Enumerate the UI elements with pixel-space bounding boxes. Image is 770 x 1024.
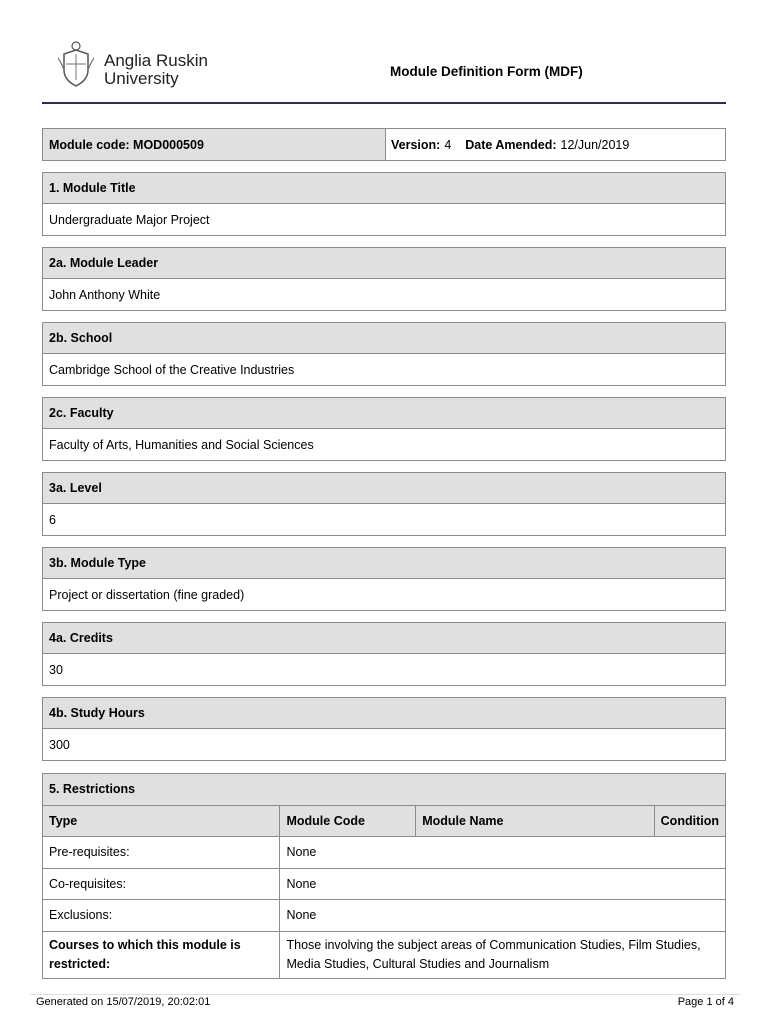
- page-number: Page 1 of 4: [677, 996, 734, 1008]
- table-header-row: [43, 805, 726, 837]
- section-credits: [42, 622, 726, 686]
- restrictions-heading: 5. Restrictions: [43, 774, 726, 806]
- generated-timestamp: Generated on 15/07/2019, 20:02:01: [36, 996, 211, 1008]
- section-study-hours: [42, 697, 726, 761]
- section-value: Faculty of Arts, Humanities and Social Sciences: [43, 429, 725, 460]
- section-value: 6: [43, 504, 725, 535]
- table-row: [43, 837, 726, 869]
- version-label: Version:: [391, 137, 441, 152]
- footer-divider: [30, 994, 740, 995]
- table-row: [43, 900, 726, 932]
- section-faculty: [42, 397, 726, 461]
- date-amended-value: 12/Jun/2019: [560, 137, 630, 152]
- section-heading: 3b. Module Type: [43, 548, 725, 579]
- restrictions-table: [42, 773, 726, 979]
- column-header-type: Type: [43, 805, 280, 837]
- restriction-type: Pre-requisites:: [43, 837, 280, 869]
- section-module-leader: [42, 247, 726, 311]
- section-heading: 2b. School: [43, 323, 725, 354]
- section-value: 30: [43, 654, 725, 685]
- restriction-type: Co-requisites:: [43, 868, 280, 900]
- section-heading: 3a. Level: [43, 473, 725, 504]
- section-heading: 4b. Study Hours: [43, 698, 725, 729]
- section-value: Cambridge School of the Creative Industries: [43, 354, 725, 385]
- module-info-box: [42, 128, 726, 161]
- version-value: 4: [444, 137, 452, 152]
- restriction-type: Exclusions:: [43, 900, 280, 932]
- module-code: Module code: MOD000509: [43, 129, 386, 160]
- table-row: [43, 931, 726, 978]
- section-module-type: [42, 547, 726, 611]
- column-header-module-code: Module Code: [280, 805, 416, 837]
- logo-line-2: University: [104, 69, 179, 88]
- section-value: Undergraduate Major Project: [43, 204, 725, 235]
- section-heading: 2a. Module Leader: [43, 248, 725, 279]
- restriction-code: None: [280, 868, 726, 900]
- crest-icon: [56, 40, 96, 88]
- section-heading: 4a. Credits: [43, 623, 725, 654]
- section-value: Project or dissertation (fine graded): [43, 579, 725, 610]
- column-header-condition: Condition: [654, 805, 725, 837]
- restriction-code: None: [280, 900, 726, 932]
- logo-line-1: Anglia Ruskin: [104, 51, 208, 70]
- version-info: [386, 129, 725, 160]
- section-value: John Anthony White: [43, 279, 725, 310]
- courses-restricted-value: Those involving the subject areas of Communication Studies, Film Studies, Media Studies, Cultural Studies and Journalism: [280, 931, 726, 978]
- restriction-code: None: [280, 837, 726, 869]
- section-module-title: [42, 172, 726, 236]
- restrictions-heading-row: [43, 774, 726, 806]
- table-row: [43, 868, 726, 900]
- section-heading: 1. Module Title: [43, 173, 725, 204]
- header-divider: [42, 102, 726, 104]
- form-title: Module Definition Form (MDF): [390, 64, 583, 79]
- section-value: 300: [43, 729, 725, 760]
- section-school: [42, 322, 726, 386]
- logo-wordmark: [104, 52, 208, 88]
- document-header: [42, 38, 726, 104]
- university-logo: [56, 40, 226, 90]
- section-heading: 2c. Faculty: [43, 398, 725, 429]
- column-header-module-name: Module Name: [416, 805, 654, 837]
- section-level: [42, 472, 726, 536]
- date-amended-label: Date Amended:: [465, 137, 557, 152]
- courses-restricted-label: Courses to which this module is restricted:: [43, 931, 280, 978]
